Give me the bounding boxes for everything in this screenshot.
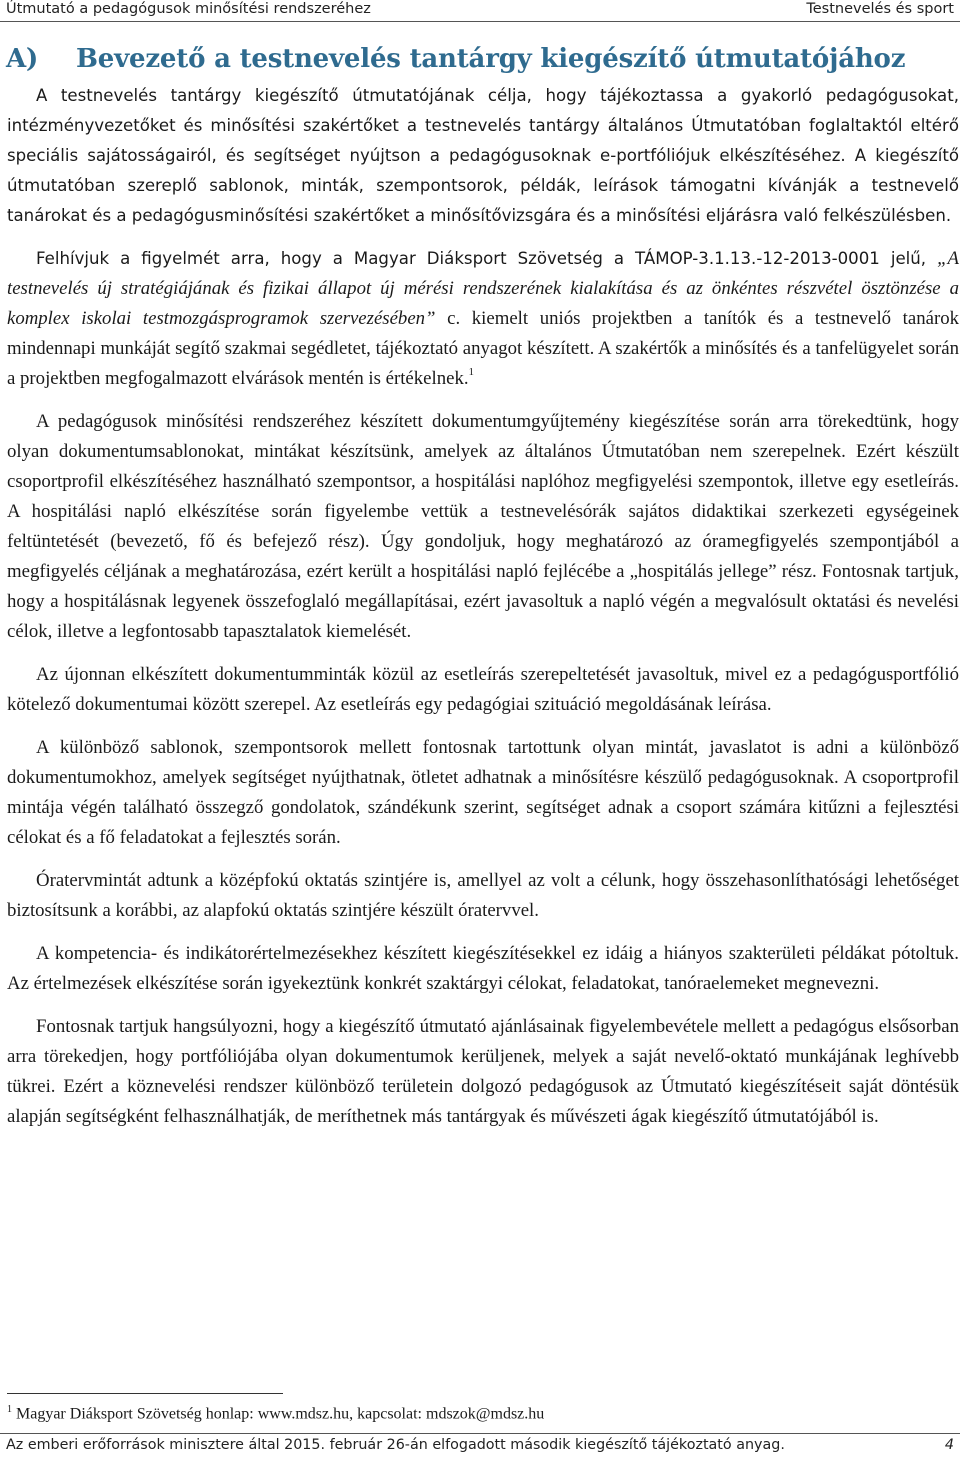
page-header — [0, 0, 960, 24]
body-text — [7, 81, 959, 1145]
paragraph-competence: A kompetencia- és indikátorértelmezésekhez készített kiegészítésekkel ez idáig a hiányos szakterületi példákat pótoltuk. Az értelmezések elkészítése során igyekeztünk konkrét szaktárgyi célokat, feladatokat, tanóraelemeket megnevezni. — [7, 943, 959, 994]
project-title-italic: „A testnevelés új stratégiájának és fizikai állapot új mérési rendszerének kialakítása és az önkéntes részvétel ösztönzése a komplex iskolai testmozgásprogramok szervezésében” — [7, 248, 959, 329]
section-letter: A) — [6, 44, 39, 74]
section-heading — [6, 44, 905, 74]
paragraph-intro: A testnevelés tantárgy kiegészítő útmutatójának célja, hogy tájékoztassa a gyakorló pedagógusokat, intézményvezetőket és minősítési szakértőket a testnevelés tantárgy általános Útmutatóban foglaltaktól eltérő speciális sajátosságairól, és segítséget nyújtson a pedagógusoknak e-portfóliójuk elkészítéséhez. A kiegészítő útmutatóban szereplő sablonok, minták, szempontsorok, példák, leírások támogatni kívánják a testnevelő tanárokat és a pedagógusminősítési szakértőket a minősítővizsgára és a minősítési eljárásra való felkészülésben. — [7, 86, 959, 225]
header-document-title: Útmutató a pedagógusok minősítési rendszeréhez — [6, 1, 371, 17]
paragraph-templates: A különböző sablonok, szempontsorok mellett fontosnak tartottunk olyan mintát, javaslatot is adni a különböző dokumentumokhoz, amelyek segítséget nyújthatnak, ötletet adhatnak a minősítésre készülő pedagógusoknak. A csoportprofil mintája végén található összegző gondolatok, szándékunk szerint, segítséget adnak a csoport számára kitűzni a fejlesztési célokat és a fő feladatokat a fejlesztés során. — [7, 737, 959, 848]
paragraph-emphasis: Fontosnak tartjuk hangsúlyozni, hogy a kiegészítő útmutató ajánlásainak figyelembevétele mellett a pedagógus elsősorban arra törekedjen, hogy portfóliójába olyan dokumentumok kerüljenek, melyek a saját nevelő-oktató munkájának leghívebb tükrei. Ezért a köznevelési rendszer különböző területein dolgozó pedagógusok az Útmutató kiegészítéseit saját döntésük alapján segítségként felhasználhatják, de meríthetnek más tantárgyak és művészeti ágak kiegészítő útmutatójából is. — [7, 1016, 959, 1127]
footnote-text: Magyar Diáksport Szövetség honlap: www.mdsz.hu, kapcsolat: mdszok@mdsz.hu — [12, 1405, 545, 1423]
paragraph-case-study: Az újonnan elkészített dokumentumminták közül az esetleírás szerepeltetését javasoltuk, mivel ez a pedagógusportfólió kötelező dokumentumai között szerepel. Az esetleírás egy pedagógiai szituáció megoldásának leírása. — [7, 664, 959, 715]
footer-text: Az emberi erőforrások minisztere által 2015. február 26-án elfogadott második kiegészítő tájékoztató anyag. — [6, 1437, 785, 1453]
paragraph-project-start: Felhívjuk a figyelmét arra, hogy a Magyar Diáksport Szövetség a TÁMOP-3.1.13.-12-2013-0001 jelű, — [36, 249, 938, 268]
header-rule — [0, 21, 960, 22]
footnote-reference[interactable]: 1 — [468, 365, 475, 378]
page-number: 4 — [944, 1437, 954, 1453]
footnote-mark: 1 — [7, 1404, 12, 1415]
paragraph-project — [7, 244, 959, 394]
paragraph-lesson-plan: Óratervmintát adtunk a középfokú oktatás szintjére is, amellyel az volt a célunk, hogy összehasonlíthatósági lehetőséget biztosítsunk a korábbi, az alapfokú oktatás szintjére készült óratervvel. — [7, 870, 959, 921]
header-subject: Testnevelés és sport — [806, 1, 954, 17]
footer-rule — [0, 1433, 960, 1434]
paragraph-documents: A pedagógusok minősítési rendszeréhez készített dokumentumgyűjtemény kiegészítése során arra törekedtünk, hogy olyan dokumentumsablonokat, mintákat készítsünk, amelyek az általános Útmutatóban nem szerepelnek. Ezért készült csoportprofil elkészítéséhez használható szempontsor, a hospitálási naplóhoz megfigyelési szempontok, illetve egy esetleírás. A hospitálási napló elkészítése során figyelembe vettük a testnevelésórák sajátos didaktikai szerkezeti egységeinek feltüntetését (bevezető, fő és befejező rész). Úgy gondoljuk, hogy meghatározó az óramegfigyelés szempontjából a megfigyelés céljának a meghatározása, ezért került a hospitálási napló fejlécébe a „hospitálás jellege” rész. Fontosnak tartjuk, hogy a hospitálásnak legyenek összefoglaló megállapításai, ezért javasoltuk a napló végén a megvalósult oktatási és nevelési célok, illetve a legfontosabb tapasztalatok kiemelését. — [7, 411, 959, 642]
footnote-rule — [7, 1393, 283, 1394]
footnote — [7, 1404, 544, 1423]
paragraph-project-end: c. kiemelt uniós projektben a tanítók és a testnevelő tanárok mindennapi munkáját segítő szakmai segédletet, tájékoztató anyagot készített. A szakértők a minősítés és a tanfelügyelet során a projektben megfogalmazott elvárások mentén is értékelnek. — [7, 308, 959, 389]
section-title: Bevezető a testnevelés tantárgy kiegészítő útmutatójához — [76, 44, 906, 74]
